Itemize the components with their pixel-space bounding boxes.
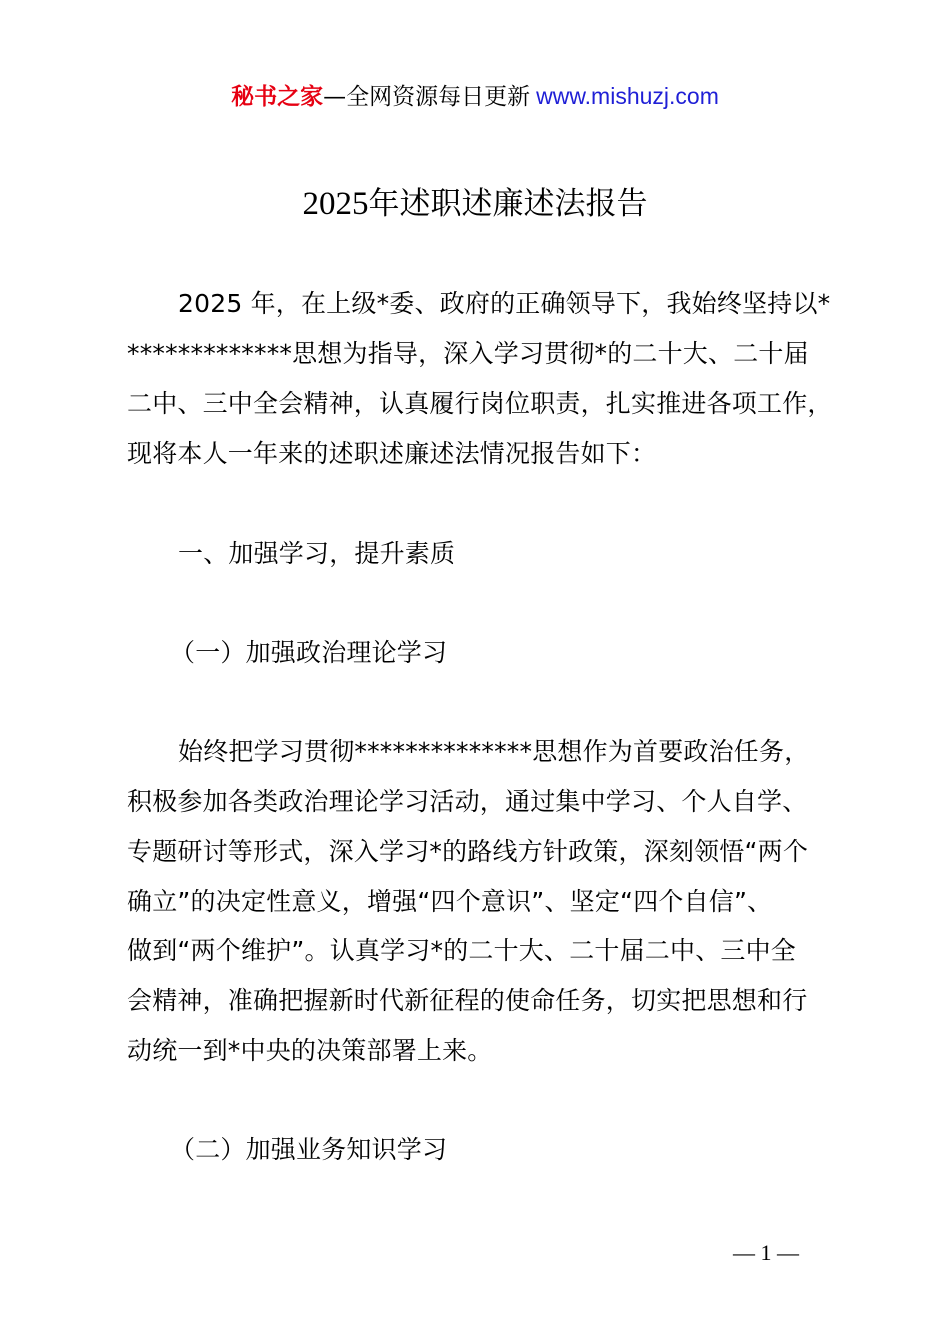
intro-line-1: 2025 年，在上级*委、政府的正确领导下，我始终坚持以* — [178, 289, 831, 318]
subsection-heading-2: （二）加强业务知识学习 — [170, 1135, 448, 1164]
site-brand: 秘书之家 — [231, 84, 324, 110]
document-title — [0, 182, 950, 226]
section-heading: 一、加强学习，提升素质 — [178, 539, 456, 568]
intro-line-3: 二中、三中全会精神，认真履行岗位职责，扎实推进各项工作， — [127, 389, 833, 418]
para1-line-3: 专题研讨等形式，深入学习*的路线方针政策，深刻领悟“两个 — [127, 837, 809, 866]
para1-line-7: 动统一到*中央的决策部署上来。 — [127, 1036, 493, 1065]
site-url-link[interactable]: www.mishuzj.com — [536, 83, 719, 109]
title-text: 年述职述廉述法报告 — [368, 186, 648, 222]
para1-line-5: 做到“两个维护”。认真学习*的二十大、二十届二中、三中全 — [127, 936, 797, 965]
para1-line-1: 始终把学习贯彻**************思想作为首要政治任务， — [178, 737, 810, 766]
title-year: 2025 — [302, 186, 369, 222]
para1-line-2: 积极参加各类政治理论学习活动，通过集中学习、个人自学、 — [127, 787, 808, 816]
site-header — [0, 80, 950, 113]
page-number: — 1 — — [733, 1240, 799, 1265]
intro-line-2: *************思想为指导，深入学习贯彻*的二十大、二十届 — [127, 339, 809, 368]
para1-line-4: 确立”的决定性意义，增强“四个意识”、坚定“四个自信”、 — [127, 887, 773, 916]
subsection-heading-1: （一）加强政治理论学习 — [170, 638, 448, 667]
intro-line-4: 现将本人一年来的述职述廉述法情况报告如下： — [127, 439, 657, 468]
para1-line-6: 会精神，准确把握新时代新征程的使命任务，切实把思想和行 — [127, 986, 808, 1015]
site-tagline: —全网资源每日更新 — [323, 84, 531, 110]
